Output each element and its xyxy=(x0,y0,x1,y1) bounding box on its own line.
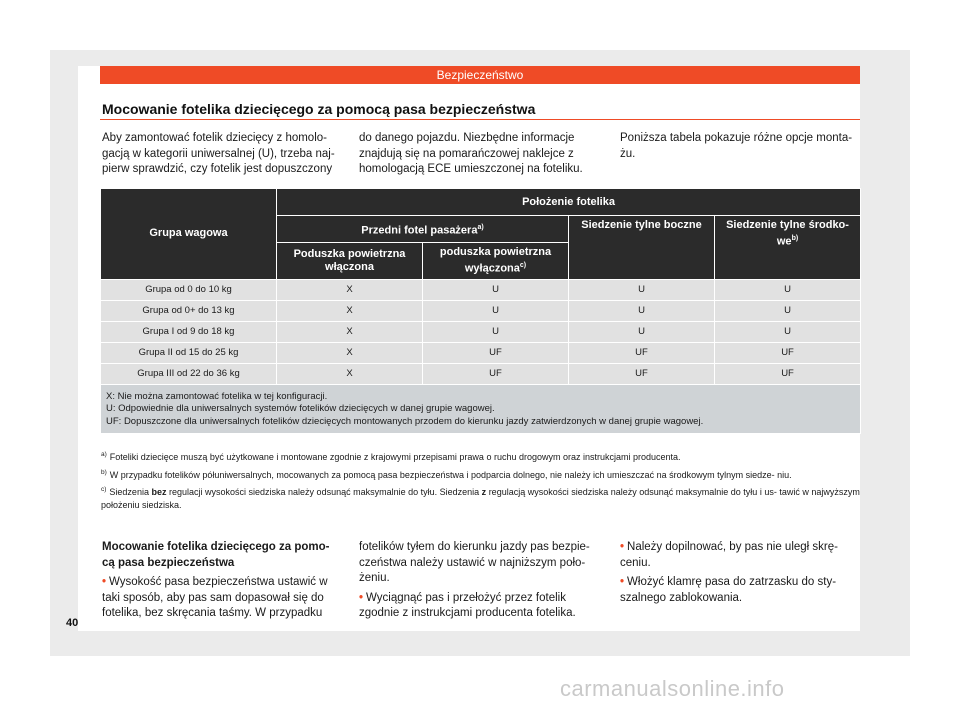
footnote-b-text: W przypadku fotelików półuniwersalnych, mocowanych za pomocą pasa bezpieczeństwa i podparcia dolnego, nie należy ich umieszczać na środkowym tylnym siedze- niu. xyxy=(109,469,792,480)
header-rear-center xyxy=(715,216,861,280)
intro-column-2: do danego pojazdu. Niezbędne informacje znajdują się na pomarańczowej naklejce z homologacją ECE umieszczonej na foteliku. xyxy=(359,132,583,175)
table-row xyxy=(101,342,861,363)
bullet-text: Włożyć klamrę pasa do zatrzasku do sty- szalnego zablokowania. xyxy=(620,576,837,604)
table-row xyxy=(101,300,861,321)
footnote-c-post: regulacją wysokości siedziska należy odsunąć maksymalnie do tyłu i us- tawić w najwyższym położeniu siedziska. xyxy=(101,487,860,510)
cell-rear-center: UF xyxy=(715,363,861,384)
table-row xyxy=(101,363,861,384)
cell-weight-group: Grupa III od 22 do 36 kg xyxy=(101,363,277,384)
header-front-passenger xyxy=(277,216,569,243)
footnotes xyxy=(101,449,861,514)
bullet-text: Wysokość pasa bezpieczeństwa ustawić w taki sposób, aby pas sam dopasował się do fotelika, bez skręcania taśmy. W przypadku xyxy=(102,576,328,619)
footnote-ref-a: a) xyxy=(477,223,484,231)
header-airbag-on: Poduszka powietrzna włączona xyxy=(277,243,423,280)
bullet-icon: • xyxy=(102,576,107,588)
table-legend-row xyxy=(101,384,861,434)
footnote-b xyxy=(101,467,861,482)
footnote-c-mark: c) xyxy=(101,486,107,493)
cell-rear-center: UF xyxy=(715,342,861,363)
bullet-icon: • xyxy=(620,541,625,553)
continued-text: fotelików tyłem do kierunku jazdy pas bezpie- czeństwa należy ustawić w najniższym poło- żeniu. xyxy=(359,541,590,584)
cell-rear-side: U xyxy=(569,300,715,321)
cell-rear-center: U xyxy=(715,279,861,300)
legend-u: U: Odpowiednie dla uniwersalnych systemów fotelików dziecięcych w danej grupie wagowej. xyxy=(106,403,495,415)
footnote-c-pre: Siedzenia xyxy=(109,487,149,497)
intro-column-3: Poniższa tabela pokazuje różne opcje monta- żu. xyxy=(620,132,853,160)
footnote-c-bold-z: z xyxy=(481,487,487,497)
cell-weight-group: Grupa od 0 do 10 kg xyxy=(101,279,277,300)
title-divider xyxy=(100,119,860,120)
legend-uf: UF: Dopuszczone dla uniwersalnych fotelików dziecięcych montowanych przodem do kierunku jazdy zatwierdzonych w danej grupie wagowej. xyxy=(106,415,704,427)
bottom-column-2 xyxy=(359,540,599,626)
cell-rear-side: UF xyxy=(569,363,715,384)
cell-airbag-off: U xyxy=(423,321,569,342)
footnote-c-bold-bez: bez xyxy=(151,487,167,497)
bullet-icon: • xyxy=(620,576,625,588)
cell-rear-side: UF xyxy=(569,342,715,363)
cell-airbag-on: X xyxy=(277,279,423,300)
header-weight-group: Grupa wagowa xyxy=(101,189,277,280)
cell-rear-side: U xyxy=(569,279,715,300)
page-title: Mocowanie fotelika dziecięcego za pomocą pasa bezpieczeństwa xyxy=(102,101,536,117)
bullet-item xyxy=(359,591,599,622)
bullet-text: Należy dopilnować, by pas nie uległ skrę- ceniu. xyxy=(620,541,838,569)
footnote-c xyxy=(101,484,861,511)
intro-column-1: Aby zamontować fotelik dziecięcy z homolo- gacją w kategorii uniwersalnej (U), trzeba naj- pierw sprawdzić, czy fotelik jest dopuszczony xyxy=(102,132,335,175)
bullet-item xyxy=(102,575,342,622)
watermark-text: carmanualsonline.info xyxy=(560,676,785,701)
footnote-b-mark: b) xyxy=(101,468,107,476)
footnote-a xyxy=(101,449,861,464)
bullet-item xyxy=(620,540,860,571)
bullet-text: Wyciągnąć pas i przełożyć przez fotelik zgodnie z instrukcjami producenta fotelika. xyxy=(359,591,576,619)
header-rear-center-label: Siedzenie tylne środko- we xyxy=(726,219,849,248)
cell-airbag-off: UF xyxy=(423,342,569,363)
header-seat-position: Położenie fotelika xyxy=(277,189,861,216)
cell-airbag-off: U xyxy=(423,300,569,321)
bottom-subheading: Mocowanie fotelika dziecięcego za pomo- cą pasa bezpieczeństwa xyxy=(102,541,330,569)
footnote-ref-c: c) xyxy=(519,262,527,269)
bottom-column-1 xyxy=(102,540,342,626)
cell-airbag-on: X xyxy=(277,321,423,342)
cell-airbag-off: U xyxy=(423,279,569,300)
bullet-icon: • xyxy=(359,591,364,604)
footnote-c-mid: regulacji wysokości siedziska należy odsunąć maksymalnie do tyłu. Siedzenia xyxy=(169,487,480,497)
cell-weight-group: Grupa od 0+ do 13 kg xyxy=(101,300,277,321)
header-front-passenger-label: Przedni fotel pasażera xyxy=(361,224,478,237)
header-airbag-off-label: poduszka powietrzna wyłączona xyxy=(439,246,552,275)
footnote-a-text: Foteliki dziecięce muszą być użytkowane i montowane zgodnie z krajowymi przepisami prawa o ruchu drogowym oraz instrukcjami producenta. xyxy=(109,452,681,462)
cell-airbag-on: X xyxy=(277,300,423,321)
footnote-a-mark: a) xyxy=(101,451,107,458)
table-legend xyxy=(101,384,861,434)
mounting-options-table xyxy=(100,188,861,434)
cell-airbag-on: X xyxy=(277,363,423,384)
section-header: Bezpieczeństwo xyxy=(100,66,860,84)
cell-rear-center: U xyxy=(715,321,861,342)
bottom-column-3 xyxy=(620,540,860,610)
cell-rear-side: U xyxy=(569,321,715,342)
legend-x: X: Nie można zamontować fotelika w tej konfiguracji. xyxy=(106,390,328,402)
cell-rear-center: U xyxy=(715,300,861,321)
cell-airbag-off: UF xyxy=(423,363,569,384)
header-airbag-off xyxy=(423,243,569,280)
table-row xyxy=(101,321,861,342)
header-rear-side: Siedzenie tylne boczne xyxy=(569,216,715,280)
cell-weight-group: Grupa II od 15 do 25 kg xyxy=(101,342,277,363)
bullet-item xyxy=(620,575,860,606)
table-row xyxy=(101,279,861,300)
cell-weight-group: Grupa I od 9 do 18 kg xyxy=(101,321,277,342)
cell-airbag-on: X xyxy=(277,342,423,363)
page-number: 40 xyxy=(66,617,79,629)
footnote-ref-b: b) xyxy=(791,235,799,242)
